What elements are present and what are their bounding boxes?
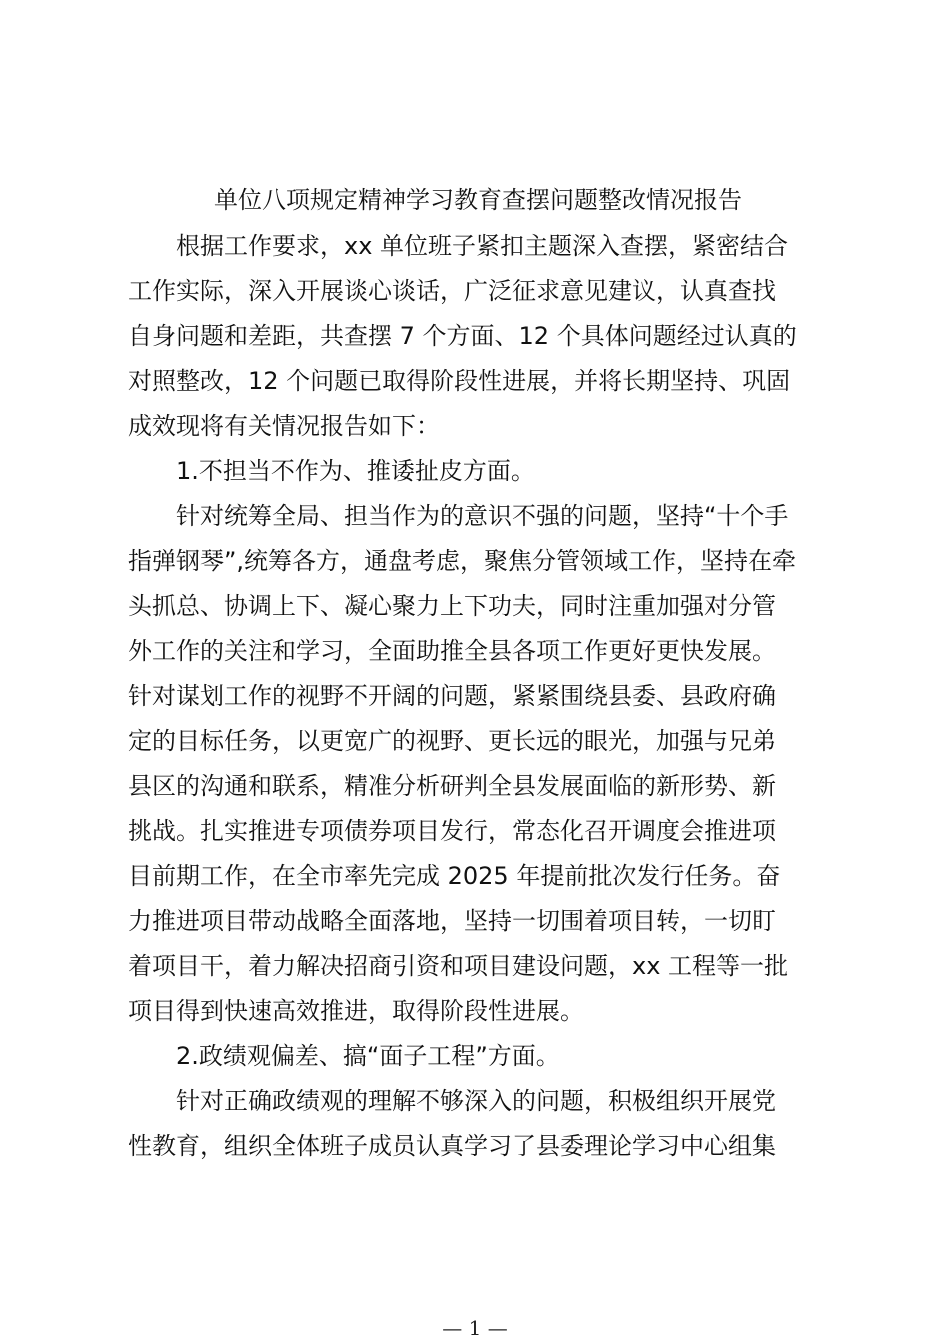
paragraph-line: 县区的沟通和联系，精准分析研判全县发展面临的新形势、新: [128, 772, 776, 800]
section-heading: 1.不担当不作为、推诿扯皮方面。: [176, 457, 535, 485]
paragraph-line: 根据工作要求，xx 单位班子紧扣主题深入查摆，紧密结合: [176, 232, 789, 260]
paragraph-line: 外工作的关注和学习，全面助推全县各项工作更好更快发展。: [128, 637, 776, 665]
paragraph-line: 着项目干，着力解决招商引资和项目建设问题，xx 工程等一批: [128, 952, 789, 980]
paragraph-line: 定的目标任务，以更宽广的视野、更长远的眼光，加强与兄弟: [128, 727, 776, 755]
paragraph-line: 指弹钢琴”,统筹各方，通盘考虑，聚焦分管领域工作，坚持在牵: [128, 547, 797, 575]
paragraph-line: 头抓总、协调上下、凝心聚力上下功夫，同时注重加强对分管: [128, 592, 776, 620]
paragraph-line: 自身问题和差距，共查摆 7 个方面、12 个具体问题经过认真的: [128, 322, 797, 350]
paragraph-line: 力推进项目带动战略全面落地，坚持一切围着项目转，一切盯: [128, 907, 776, 935]
paragraph-line: 针对统筹全局、担当作为的意识不强的问题，坚持“十个手: [176, 502, 789, 530]
page-number: — 1 —: [442, 1316, 508, 1340]
paragraph-line: 对照整改，12 个问题已取得阶段性进展，并将长期坚持、巩固: [128, 367, 791, 395]
paragraph-line: 目前期工作，在全市率先完成 2025 年提前批次发行任务。奋: [128, 862, 781, 890]
section-heading: 2.政绩观偏差、搞“面子工程”方面。: [176, 1042, 560, 1070]
paragraph-line: 项目得到快速高效推进，取得阶段性进展。: [128, 997, 584, 1025]
paragraph-line: 针对谋划工作的视野不开阔的问题，紧紧围绕县委、县政府确: [128, 682, 776, 710]
paragraph-line: 工作实际，深入开展谈心谈话，广泛征求意见建议，认真查找: [128, 277, 776, 305]
paragraph-line: 挑战。扎实推进专项债券项目发行，常态化召开调度会推进项: [128, 817, 776, 845]
document-body: [128, 224, 828, 1169]
paragraph-line: 成效现将有关情况报告如下：: [128, 412, 440, 440]
paragraph-line: 性教育，组织全体班子成员认真学习了县委理论学习中心组集: [128, 1132, 776, 1160]
document-title: 单位八项规定精神学习教育查摆问题整改情况报告: [214, 186, 742, 214]
paragraph-line: 针对正确政绩观的理解不够深入的问题，积极组织开展党: [176, 1087, 776, 1115]
